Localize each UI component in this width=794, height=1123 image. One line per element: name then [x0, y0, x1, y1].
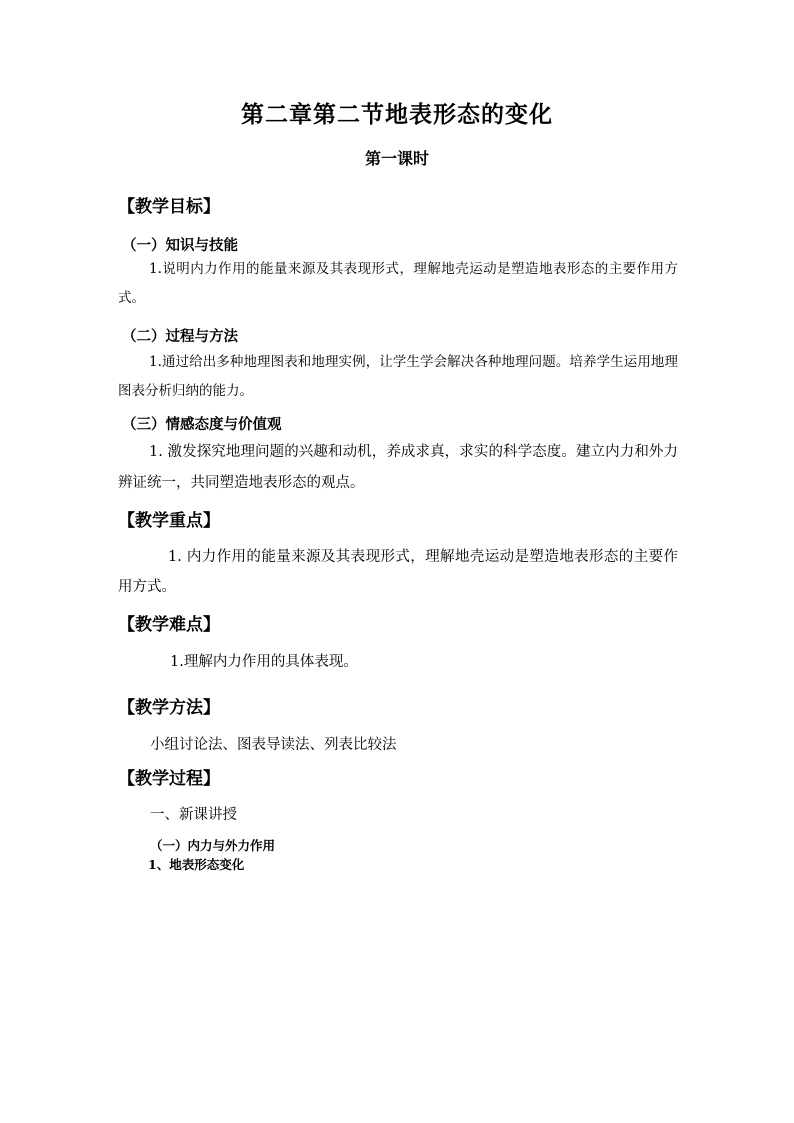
methods-text: 小组讨论法、图表导读法、列表比较法 — [150, 737, 397, 753]
knowledge-heading: （一）知识与技能 — [122, 237, 238, 254]
attitude-heading: （三）情感态度与价值观 — [122, 416, 282, 433]
key-points-heading: 【教学重点】 — [118, 511, 220, 531]
difficulties-text: 1.理解内力作用的具体表现。 — [170, 654, 358, 670]
methods-heading: 【教学方法】 — [118, 698, 220, 718]
new-lesson-item: 一、新课讲授 — [150, 807, 237, 823]
document-subtitle: 第一课时 — [364, 149, 429, 168]
key-points-text: 1. 内力作用的能量来源及其表现形式，理解地壳运动是塑造地表形态的主要作用方式。 — [118, 549, 678, 595]
landform-change-subheading: 1、地表形态变化 — [148, 857, 245, 872]
objectives-heading: 【教学目标】 — [118, 197, 220, 217]
knowledge-text: 1.说明内力作用的能量来源及其表现形式，理解地壳运动是塑造地表形态的主要作用方式。 — [118, 261, 678, 306]
process-text: 1.通过给出多种地理图表和地理实例，让学生学会解决各种地理问题。培养学生运用地理图表分析归纳的能力。 — [118, 354, 678, 399]
attitude-text: 1. 激发探究地理问题的兴趣和动机，养成求真，求实的科学态度。建立内力和外力辨证统一，共同塑造地表形态的观点。 — [118, 444, 678, 491]
forces-subheading: （一）内力与外力作用 — [150, 838, 276, 853]
teaching-process-heading: 【教学过程】 — [118, 769, 220, 789]
process-heading: （二）过程与方法 — [122, 328, 238, 345]
document-title: 第二章第二节地表形态的变化 — [241, 101, 553, 128]
difficulties-heading: 【教学难点】 — [118, 615, 220, 635]
